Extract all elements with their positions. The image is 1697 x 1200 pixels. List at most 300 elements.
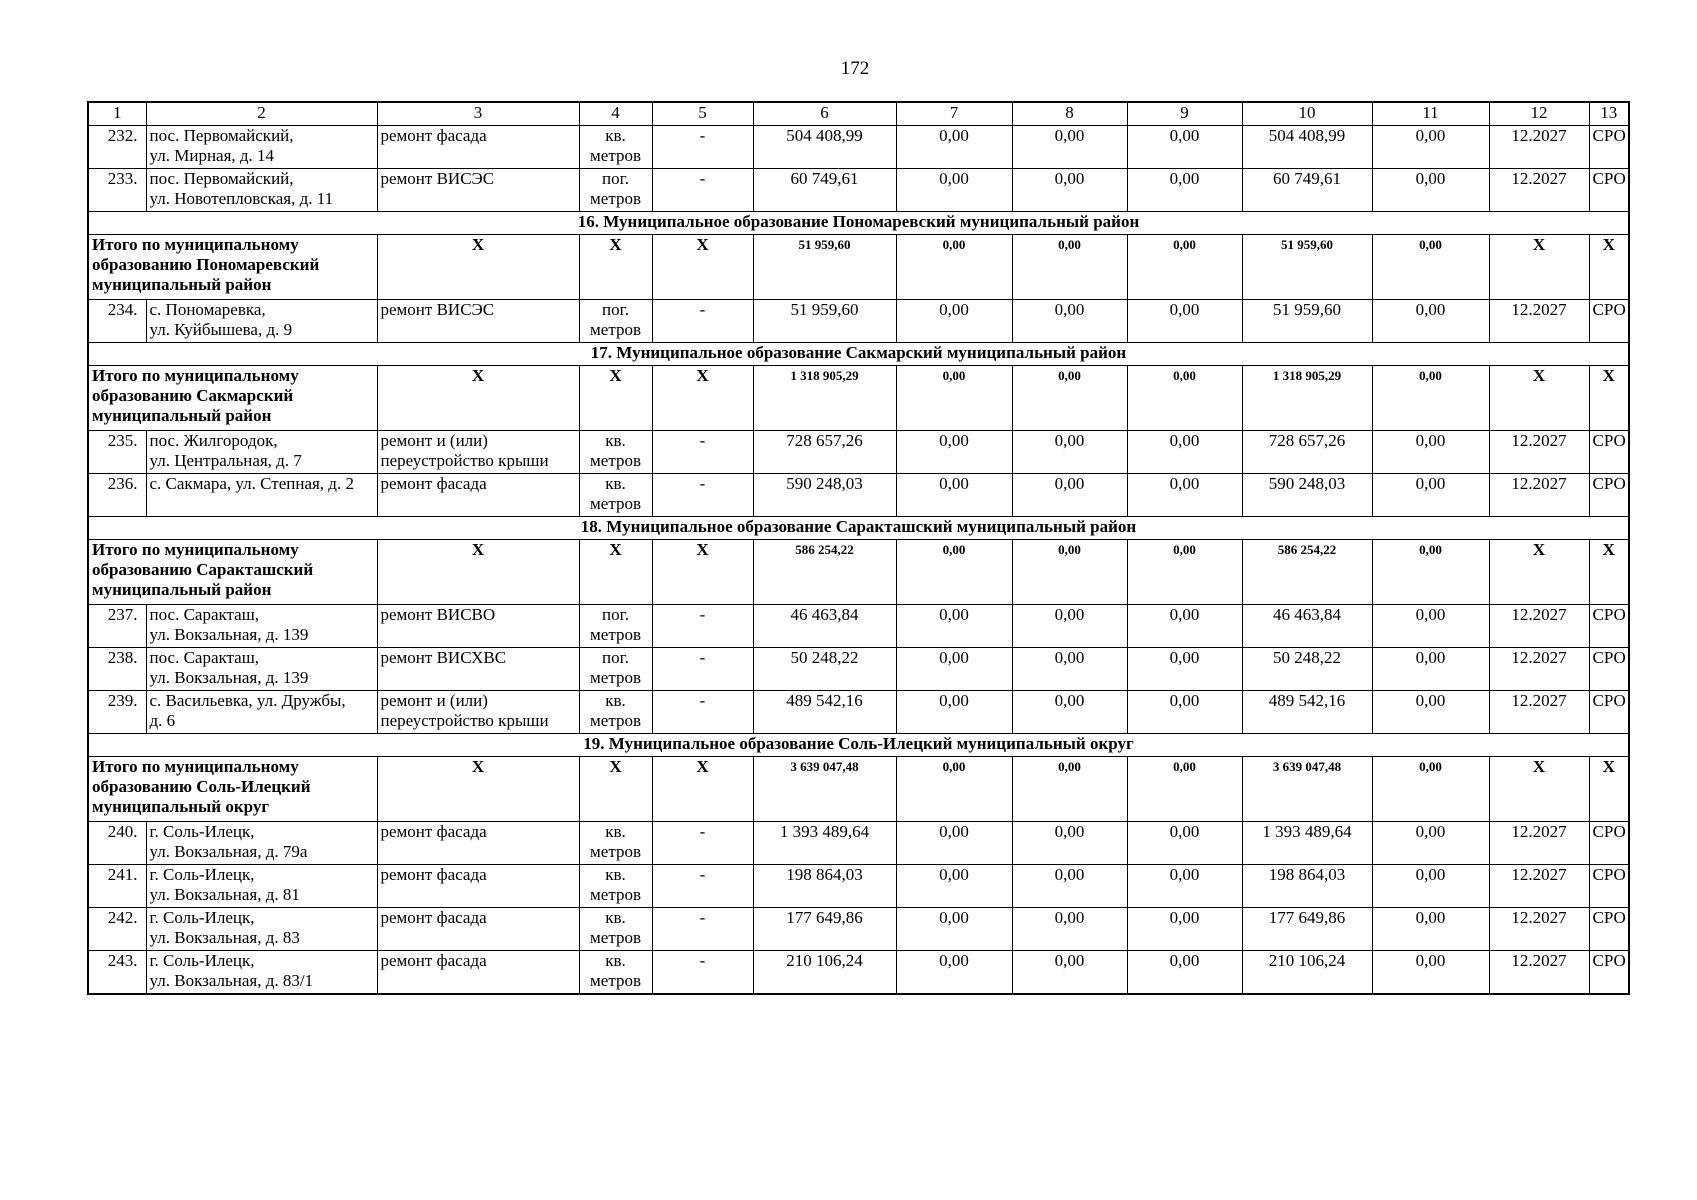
unit-line: метров xyxy=(590,928,641,947)
work-type-cell xyxy=(377,605,579,648)
work-type-cell xyxy=(377,951,579,995)
row-number: 242. xyxy=(88,908,146,951)
cell-c6: 210 106,24 xyxy=(753,951,896,995)
subtotal-label-line: образованию Соль-Илецкий xyxy=(92,777,311,796)
unit-cell xyxy=(579,822,652,865)
row-number: 236. xyxy=(88,474,146,517)
unit-line: метров xyxy=(590,146,641,165)
work-type-line: ремонт и (или) xyxy=(380,431,488,450)
cell-c10: 60 749,61 xyxy=(1242,169,1372,212)
subtotal-label-line: Итого по муниципальному xyxy=(92,757,299,776)
column-number-header: 2 xyxy=(146,102,377,126)
cell-c8: 0,00 xyxy=(1012,169,1127,212)
cell-c9: 0,00 xyxy=(1127,757,1242,822)
address-line: ул. Вокзальная, д. 83 xyxy=(149,928,300,947)
column-number-header: 9 xyxy=(1127,102,1242,126)
work-type-line: ремонт фасада xyxy=(380,908,487,927)
cell-c13: СРО xyxy=(1589,691,1629,734)
section-title: 18. Муниципальное образование Саракташский муниципальный район xyxy=(88,517,1629,540)
column-number-header: 6 xyxy=(753,102,896,126)
work-type-cell xyxy=(377,691,579,734)
cell-c5: - xyxy=(652,431,753,474)
cell-c5: - xyxy=(652,605,753,648)
address-cell xyxy=(146,691,377,734)
unit-line: кв. xyxy=(605,908,626,927)
address-line: г. Соль-Илецк, xyxy=(149,865,255,884)
address-line: пос. Саракташ, xyxy=(149,648,260,667)
cell-c8: 0,00 xyxy=(1012,235,1127,300)
column-number-header: 11 xyxy=(1372,102,1489,126)
subtotal-label-line: образованию Пономаревский xyxy=(92,255,320,274)
unit-line: пог. xyxy=(602,169,629,188)
unit-line: метров xyxy=(590,189,641,208)
work-type-cell xyxy=(377,474,579,517)
cell-c9: 0,00 xyxy=(1127,540,1242,605)
cell-c13: X xyxy=(1589,235,1629,300)
cell-c13: X xyxy=(1589,366,1629,431)
cell-c11: 0,00 xyxy=(1372,648,1489,691)
cell-c11: 0,00 xyxy=(1372,908,1489,951)
cell-c11: 0,00 xyxy=(1372,757,1489,822)
cell-c6: 177 649,86 xyxy=(753,908,896,951)
cell-c11: 0,00 xyxy=(1372,474,1489,517)
unit-line: пог. xyxy=(602,300,629,319)
cell-c4: X xyxy=(579,366,652,431)
table-row xyxy=(88,300,1629,343)
address-cell xyxy=(146,300,377,343)
cell-c11: 0,00 xyxy=(1372,605,1489,648)
work-type-line: ремонт фасада xyxy=(380,951,487,970)
cell-c7: 0,00 xyxy=(896,605,1012,648)
table-body xyxy=(88,102,1629,994)
address-cell xyxy=(146,865,377,908)
cell-c5: - xyxy=(652,822,753,865)
cell-c11: 0,00 xyxy=(1372,865,1489,908)
cell-c9: 0,00 xyxy=(1127,691,1242,734)
work-type-line: ремонт фасада xyxy=(380,822,487,841)
cell-c8: 0,00 xyxy=(1012,951,1127,995)
cell-c9: 0,00 xyxy=(1127,951,1242,995)
cell-c7: 0,00 xyxy=(896,126,1012,169)
cell-c12: X xyxy=(1489,540,1589,605)
cell-c11: 0,00 xyxy=(1372,366,1489,431)
cell-c12: 12.2027 xyxy=(1489,605,1589,648)
cell-c5: - xyxy=(652,908,753,951)
column-number-header: 1 xyxy=(88,102,146,126)
work-type-line: ремонт ВИСВО xyxy=(380,605,496,624)
row-number: 232. xyxy=(88,126,146,169)
address-cell xyxy=(146,126,377,169)
cell-c13: X xyxy=(1589,757,1629,822)
unit-cell xyxy=(579,865,652,908)
cell-c8: 0,00 xyxy=(1012,474,1127,517)
work-type-line: ремонт ВИСЭС xyxy=(380,300,495,319)
unit-line: кв. xyxy=(605,691,626,710)
cell-c12: 12.2027 xyxy=(1489,300,1589,343)
cell-c4: X xyxy=(579,540,652,605)
column-number-header-row xyxy=(88,102,1629,126)
cell-c6: 198 864,03 xyxy=(753,865,896,908)
cell-c10: 50 248,22 xyxy=(1242,648,1372,691)
cell-c6: 590 248,03 xyxy=(753,474,896,517)
work-type-cell xyxy=(377,169,579,212)
cell-c9: 0,00 xyxy=(1127,474,1242,517)
cell-c8: 0,00 xyxy=(1012,431,1127,474)
unit-line: кв. xyxy=(605,431,626,450)
cell-c12: 12.2027 xyxy=(1489,648,1589,691)
cell-c13: СРО xyxy=(1589,648,1629,691)
cell-c12: 12.2027 xyxy=(1489,126,1589,169)
cell-c13: СРО xyxy=(1589,908,1629,951)
cell-c3: X xyxy=(377,540,579,605)
cell-c9: 0,00 xyxy=(1127,431,1242,474)
cell-c11: 0,00 xyxy=(1372,169,1489,212)
unit-line: кв. xyxy=(605,865,626,884)
address-line: ул. Куйбышева, д. 9 xyxy=(149,320,293,339)
subtotal-label xyxy=(88,757,377,822)
row-number: 239. xyxy=(88,691,146,734)
cell-c11: 0,00 xyxy=(1372,300,1489,343)
cell-c12: 12.2027 xyxy=(1489,691,1589,734)
cell-c11: 0,00 xyxy=(1372,235,1489,300)
cell-c7: 0,00 xyxy=(896,908,1012,951)
cell-c10: 51 959,60 xyxy=(1242,300,1372,343)
page-number: 172 xyxy=(840,58,870,79)
cell-c8: 0,00 xyxy=(1012,366,1127,431)
subtotal-label-line: образованию Сакмарский xyxy=(92,386,294,405)
column-number-header: 7 xyxy=(896,102,1012,126)
section-title: 16. Муниципальное образование Пономаревский муниципальный район xyxy=(88,212,1629,235)
cell-c7: 0,00 xyxy=(896,474,1012,517)
address-line: ул. Вокзальная, д. 139 xyxy=(149,625,309,644)
table-row xyxy=(88,605,1629,648)
address-line: ул. Вокзальная, д. 83/1 xyxy=(149,971,314,990)
address-cell xyxy=(146,169,377,212)
table-row xyxy=(88,908,1629,951)
unit-line: метров xyxy=(590,842,641,861)
cell-c6: 728 657,26 xyxy=(753,431,896,474)
subtotal-label-line: муниципальный район xyxy=(92,406,272,425)
cell-c3: X xyxy=(377,366,579,431)
column-number-header: 8 xyxy=(1012,102,1127,126)
cell-c5: - xyxy=(652,951,753,995)
cell-c9: 0,00 xyxy=(1127,865,1242,908)
work-type-line: переустройство крыши xyxy=(380,451,549,470)
cell-c11: 0,00 xyxy=(1372,691,1489,734)
cell-c8: 0,00 xyxy=(1012,540,1127,605)
cell-c12: X xyxy=(1489,757,1589,822)
subtotal-row xyxy=(88,366,1629,431)
cell-c10: 46 463,84 xyxy=(1242,605,1372,648)
address-line: пос. Саракташ, xyxy=(149,605,260,624)
cell-c7: 0,00 xyxy=(896,540,1012,605)
unit-cell xyxy=(579,951,652,995)
cell-c10: 1 393 489,64 xyxy=(1242,822,1372,865)
unit-cell xyxy=(579,300,652,343)
column-number-header: 12 xyxy=(1489,102,1589,126)
address-line: ул. Вокзальная, д. 79а xyxy=(149,842,308,861)
subtotal-row xyxy=(88,235,1629,300)
cell-c6: 51 959,60 xyxy=(753,300,896,343)
address-line: ул. Новотепловская, д. 11 xyxy=(149,189,334,208)
cell-c8: 0,00 xyxy=(1012,126,1127,169)
address-cell xyxy=(146,431,377,474)
cell-c9: 0,00 xyxy=(1127,366,1242,431)
cell-c6: 586 254,22 xyxy=(753,540,896,605)
unit-cell xyxy=(579,126,652,169)
cell-c9: 0,00 xyxy=(1127,126,1242,169)
table-row xyxy=(88,126,1629,169)
cell-c8: 0,00 xyxy=(1012,865,1127,908)
column-number-header: 4 xyxy=(579,102,652,126)
address-line: г. Соль-Илецк, xyxy=(149,951,255,970)
section-heading-row xyxy=(88,734,1629,757)
section-title: 19. Муниципальное образование Соль-Илецкий муниципальный округ xyxy=(88,734,1629,757)
cell-c5: - xyxy=(652,474,753,517)
column-number-header: 5 xyxy=(652,102,753,126)
cell-c10: 198 864,03 xyxy=(1242,865,1372,908)
cell-c13: СРО xyxy=(1589,865,1629,908)
cell-c10: 51 959,60 xyxy=(1242,235,1372,300)
cell-c12: 12.2027 xyxy=(1489,431,1589,474)
cell-c6: 1 393 489,64 xyxy=(753,822,896,865)
subtotal-label-line: Итого по муниципальному xyxy=(92,540,299,559)
table-row xyxy=(88,951,1629,995)
column-number-header: 13 xyxy=(1589,102,1629,126)
unit-line: метров xyxy=(590,668,641,687)
cell-c12: 12.2027 xyxy=(1489,951,1589,995)
cell-c12: 12.2027 xyxy=(1489,908,1589,951)
address-cell xyxy=(146,474,377,517)
cell-c12: 12.2027 xyxy=(1489,474,1589,517)
cell-c9: 0,00 xyxy=(1127,235,1242,300)
cell-c10: 489 542,16 xyxy=(1242,691,1372,734)
cell-c11: 0,00 xyxy=(1372,431,1489,474)
cell-c7: 0,00 xyxy=(896,300,1012,343)
cell-c10: 1 318 905,29 xyxy=(1242,366,1372,431)
cell-c13: СРО xyxy=(1589,300,1629,343)
unit-line: кв. xyxy=(605,951,626,970)
cell-c13: СРО xyxy=(1589,474,1629,517)
unit-cell xyxy=(579,474,652,517)
section-title: 17. Муниципальное образование Сакмарский муниципальный район xyxy=(88,343,1629,366)
table-row xyxy=(88,865,1629,908)
row-number: 238. xyxy=(88,648,146,691)
cell-c10: 177 649,86 xyxy=(1242,908,1372,951)
cell-c5: - xyxy=(652,300,753,343)
work-type-cell xyxy=(377,648,579,691)
address-line: пос. Первомайский, xyxy=(149,126,294,145)
cell-c12: X xyxy=(1489,366,1589,431)
address-line: ул. Вокзальная, д. 139 xyxy=(149,668,309,687)
subtotal-label-line: муниципальный округ xyxy=(92,797,270,816)
unit-cell xyxy=(579,648,652,691)
cell-c4: X xyxy=(579,235,652,300)
unit-line: метров xyxy=(590,711,641,730)
subtotal-label-line: Итого по муниципальному xyxy=(92,366,299,385)
cell-c8: 0,00 xyxy=(1012,908,1127,951)
address-line: пос. Первомайский, xyxy=(149,169,294,188)
row-number: 233. xyxy=(88,169,146,212)
cell-c11: 0,00 xyxy=(1372,822,1489,865)
cell-c8: 0,00 xyxy=(1012,300,1127,343)
cell-c7: 0,00 xyxy=(896,235,1012,300)
table-row xyxy=(88,169,1629,212)
cell-c7: 0,00 xyxy=(896,366,1012,431)
cell-c3: X xyxy=(377,235,579,300)
work-type-cell xyxy=(377,126,579,169)
cell-c8: 0,00 xyxy=(1012,648,1127,691)
work-type-line: ремонт ВИСЭС xyxy=(380,169,495,188)
cell-c6: 1 318 905,29 xyxy=(753,366,896,431)
cell-c9: 0,00 xyxy=(1127,822,1242,865)
work-type-cell xyxy=(377,908,579,951)
unit-cell xyxy=(579,605,652,648)
unit-line: метров xyxy=(590,451,641,470)
cell-c6: 60 749,61 xyxy=(753,169,896,212)
row-number: 240. xyxy=(88,822,146,865)
address-line: ул. Вокзальная, д. 81 xyxy=(149,885,300,904)
subtotal-label xyxy=(88,235,377,300)
unit-line: кв. xyxy=(605,474,626,493)
cell-c4: X xyxy=(579,757,652,822)
address-cell xyxy=(146,822,377,865)
cell-c7: 0,00 xyxy=(896,865,1012,908)
cell-c13: СРО xyxy=(1589,822,1629,865)
subtotal-label-line: муниципальный район xyxy=(92,580,272,599)
cell-c5: - xyxy=(652,169,753,212)
cell-c6: 50 248,22 xyxy=(753,648,896,691)
cell-c12: 12.2027 xyxy=(1489,169,1589,212)
subtotal-row xyxy=(88,540,1629,605)
cell-c3: X xyxy=(377,757,579,822)
cell-c10: 3 639 047,48 xyxy=(1242,757,1372,822)
cell-c13: СРО xyxy=(1589,126,1629,169)
cell-c7: 0,00 xyxy=(896,822,1012,865)
address-cell xyxy=(146,951,377,995)
unit-line: пог. xyxy=(602,648,629,667)
address-line: г. Соль-Илецк, xyxy=(149,908,255,927)
cell-c5: - xyxy=(652,865,753,908)
work-type-line: переустройство крыши xyxy=(380,711,549,730)
cell-c5: - xyxy=(652,648,753,691)
cell-c12: 12.2027 xyxy=(1489,865,1589,908)
cell-c10: 590 248,03 xyxy=(1242,474,1372,517)
unit-line: метров xyxy=(590,494,641,513)
work-type-cell xyxy=(377,431,579,474)
cell-c6: 489 542,16 xyxy=(753,691,896,734)
cell-c5: - xyxy=(652,691,753,734)
capital-repair-table xyxy=(87,101,1630,995)
cell-c9: 0,00 xyxy=(1127,908,1242,951)
cell-c7: 0,00 xyxy=(896,757,1012,822)
cell-c6: 504 408,99 xyxy=(753,126,896,169)
address-line: с. Васильевка, ул. Дружбы, xyxy=(149,691,346,710)
cell-c5: X xyxy=(652,235,753,300)
unit-line: кв. xyxy=(605,822,626,841)
cell-c7: 0,00 xyxy=(896,691,1012,734)
address-cell xyxy=(146,605,377,648)
unit-cell xyxy=(579,691,652,734)
unit-cell xyxy=(579,169,652,212)
cell-c5: X xyxy=(652,366,753,431)
subtotal-label-line: муниципальный район xyxy=(92,275,272,294)
subtotal-row xyxy=(88,757,1629,822)
row-number: 237. xyxy=(88,605,146,648)
unit-line: метров xyxy=(590,971,641,990)
section-heading-row xyxy=(88,517,1629,540)
cell-c11: 0,00 xyxy=(1372,951,1489,995)
row-number: 235. xyxy=(88,431,146,474)
cell-c6: 3 639 047,48 xyxy=(753,757,896,822)
cell-c6: 46 463,84 xyxy=(753,605,896,648)
table-row xyxy=(88,474,1629,517)
unit-line: кв. xyxy=(605,126,626,145)
cell-c12: X xyxy=(1489,235,1589,300)
cell-c8: 0,00 xyxy=(1012,757,1127,822)
subtotal-label xyxy=(88,366,377,431)
unit-line: метров xyxy=(590,320,641,339)
cell-c8: 0,00 xyxy=(1012,822,1127,865)
cell-c7: 0,00 xyxy=(896,169,1012,212)
cell-c7: 0,00 xyxy=(896,431,1012,474)
row-number: 243. xyxy=(88,951,146,995)
column-number-header: 3 xyxy=(377,102,579,126)
cell-c12: 12.2027 xyxy=(1489,822,1589,865)
cell-c9: 0,00 xyxy=(1127,605,1242,648)
row-number: 234. xyxy=(88,300,146,343)
address-line: пос. Жилгородок, xyxy=(149,431,278,450)
cell-c9: 0,00 xyxy=(1127,300,1242,343)
work-type-cell xyxy=(377,822,579,865)
cell-c10: 504 408,99 xyxy=(1242,126,1372,169)
cell-c13: СРО xyxy=(1589,431,1629,474)
cell-c9: 0,00 xyxy=(1127,169,1242,212)
row-number: 241. xyxy=(88,865,146,908)
section-heading-row xyxy=(88,343,1629,366)
cell-c7: 0,00 xyxy=(896,648,1012,691)
work-type-line: ремонт фасада xyxy=(380,865,487,884)
unit-line: пог. xyxy=(602,605,629,624)
unit-line: метров xyxy=(590,885,641,904)
unit-cell xyxy=(579,908,652,951)
address-cell xyxy=(146,908,377,951)
cell-c13: СРО xyxy=(1589,605,1629,648)
address-line: с. Пономаревка, xyxy=(149,300,266,319)
cell-c8: 0,00 xyxy=(1012,605,1127,648)
subtotal-label xyxy=(88,540,377,605)
cell-c10: 728 657,26 xyxy=(1242,431,1372,474)
table-row xyxy=(88,822,1629,865)
work-type-line: ремонт фасада xyxy=(380,126,487,145)
address-line: г. Соль-Илецк, xyxy=(149,822,255,841)
cell-c11: 0,00 xyxy=(1372,540,1489,605)
table-row xyxy=(88,431,1629,474)
work-type-cell xyxy=(377,300,579,343)
cell-c5: X xyxy=(652,757,753,822)
cell-c11: 0,00 xyxy=(1372,126,1489,169)
work-type-line: ремонт фасада xyxy=(380,474,487,493)
address-line: ул. Центральная, д. 7 xyxy=(149,451,302,470)
cell-c13: СРО xyxy=(1589,951,1629,995)
address-line: д. 6 xyxy=(149,711,176,730)
unit-line: метров xyxy=(590,625,641,644)
cell-c13: СРО xyxy=(1589,169,1629,212)
address-cell xyxy=(146,648,377,691)
cell-c5: - xyxy=(652,126,753,169)
column-number-header: 10 xyxy=(1242,102,1372,126)
subtotal-label-line: образованию Саракташский xyxy=(92,560,314,579)
